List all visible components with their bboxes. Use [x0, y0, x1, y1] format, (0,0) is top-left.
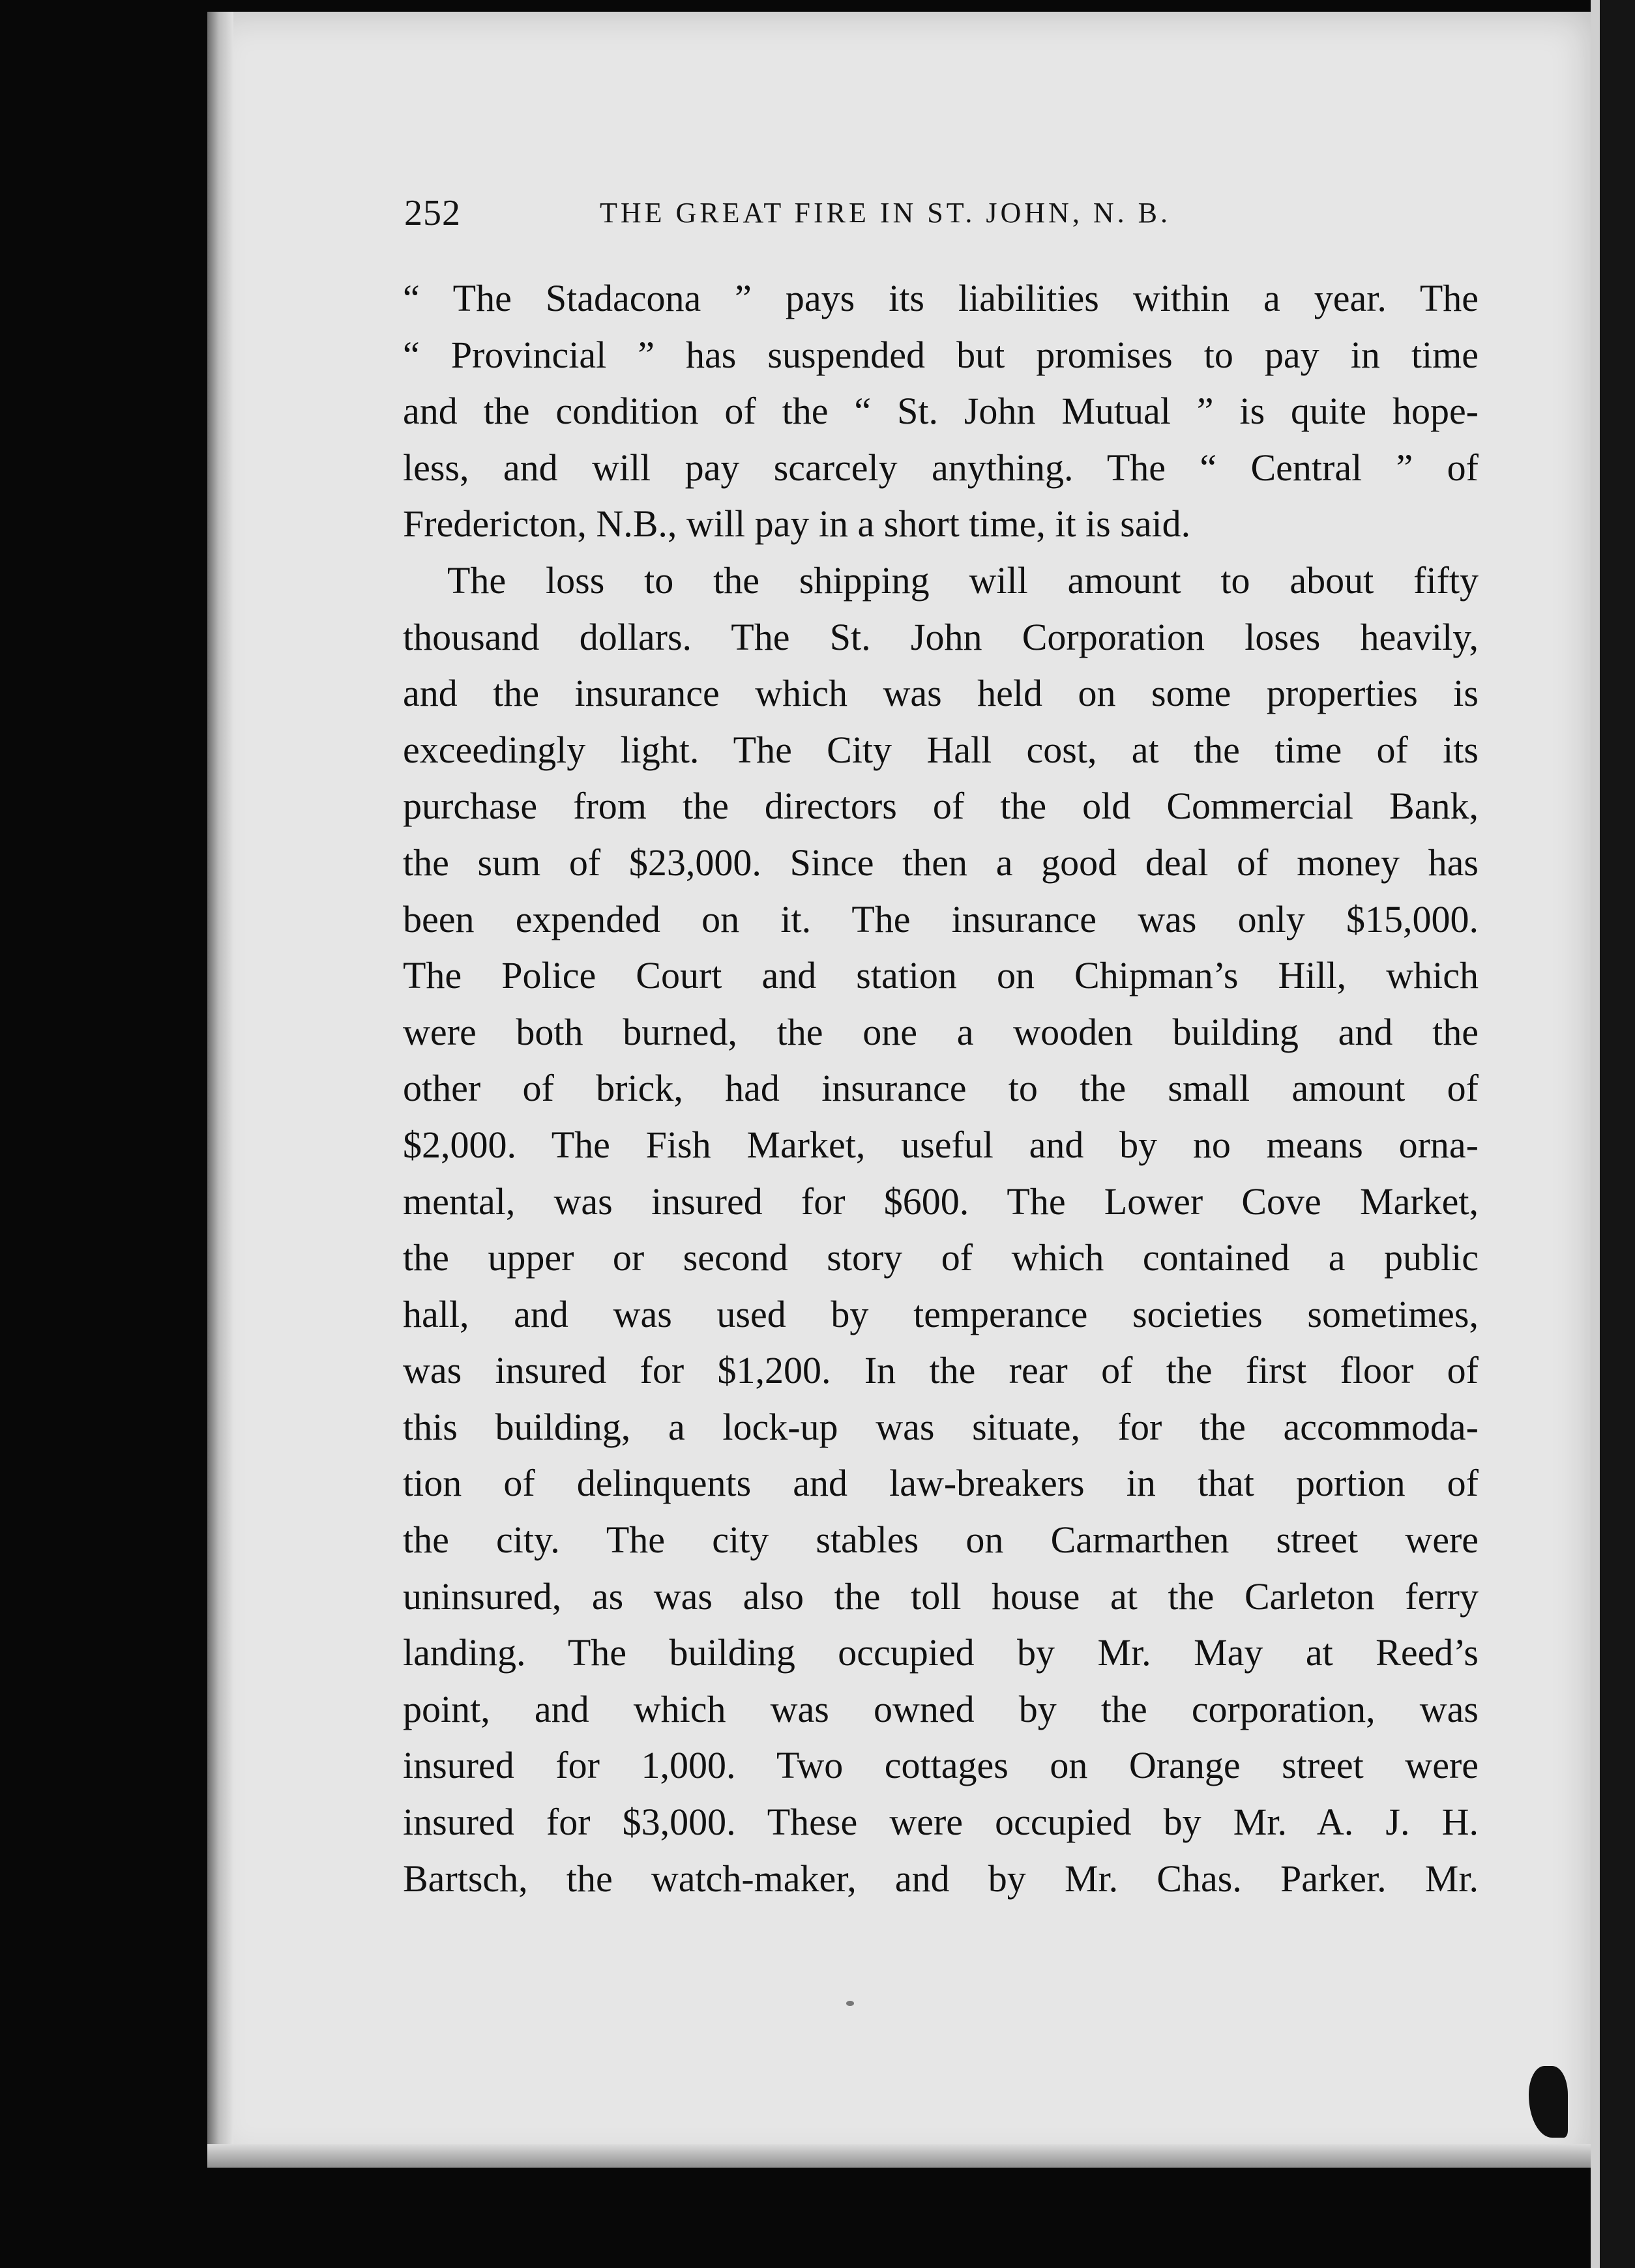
page-number: 252 [404, 193, 461, 233]
text-line: and the insurance which was held on some properties is [403, 672, 1479, 715]
text-line: purchase from the directors of the old Commercial Bank, [403, 785, 1479, 828]
text-line: Bartsch, the watch-maker, and by Mr. Chas. Parker. Mr. [403, 1857, 1479, 1900]
running-head [404, 192, 1480, 238]
text-line: less, and will pay scarcely anything. The “ Central ” of [403, 446, 1479, 489]
text-line: landing. The building occupied by Mr. May at Reed’s [403, 1631, 1479, 1674]
text-line: $2,000. The Fish Market, useful and by no means orna- [403, 1123, 1479, 1166]
text-line: and the condition of the “ St. John Mutual ” is quite hope- [403, 390, 1479, 433]
text-line: insured for 1,000. Two cottages on Orange street were [403, 1744, 1479, 1787]
text-line: other of brick, had insurance to the small amount of [403, 1067, 1479, 1110]
text-line: been expended on it. The insurance was only $15,000. [403, 897, 1479, 940]
page-gutter-shadow [207, 12, 233, 2166]
text-line: the city. The city stables on Carmarthen street were [403, 1519, 1479, 1562]
paragraph-end-line: Fredericton, N.B., will pay in a short time, it is said. [403, 502, 1191, 545]
text-line: “ Provincial ” has suspended but promises to pay in time [403, 333, 1479, 376]
text-line: hall, and was used by temperance societies sometimes, [403, 1292, 1479, 1335]
text-line: uninsured, as was also the toll house at the Carleton ferry [403, 1575, 1479, 1618]
adjacent-page-edge [1591, 0, 1600, 2268]
ink-speck [846, 2001, 854, 2006]
text-line: exceedingly light. The City Hall cost, at the time of its [403, 728, 1479, 771]
text-line: tion of delinquents and law-breakers in that portion of [403, 1462, 1479, 1505]
text-line: point, and which was owned by the corporation, was [403, 1687, 1479, 1730]
text-line: was insured for $1,200. In the rear of the first floor of [403, 1349, 1479, 1392]
body-text [403, 270, 1479, 1907]
text-line: were both burned, the one a wooden building and the [403, 1010, 1479, 1053]
paragraph-first-line: The loss to the shipping will amount to about fifty [447, 559, 1479, 602]
text-line: mental, was insured for $600. The Lower Cove Market, [403, 1180, 1479, 1223]
text-line: insured for $3,000. These were occupied by Mr. A. J. H. [403, 1801, 1479, 1844]
text-line: “ The Stadacona ” pays its liabilities within a year. The [403, 277, 1479, 319]
text-line: thousand dollars. The St. John Corporation loses heavily, [403, 615, 1479, 658]
page-bottom-edge [207, 2144, 1591, 2168]
text-line: The Police Court and station on Chipman’s Hill, which [403, 954, 1479, 997]
text-line: this building, a lock-up was situate, for the accommoda- [403, 1405, 1479, 1448]
running-title: THE GREAT FIRE IN ST. JOHN, N. B. [600, 197, 1171, 229]
book-spine [1600, 0, 1635, 2268]
text-line: the upper or second story of which contained a public [403, 1236, 1479, 1279]
text-line: the sum of $23,000. Since then a good deal of money has [403, 841, 1479, 884]
